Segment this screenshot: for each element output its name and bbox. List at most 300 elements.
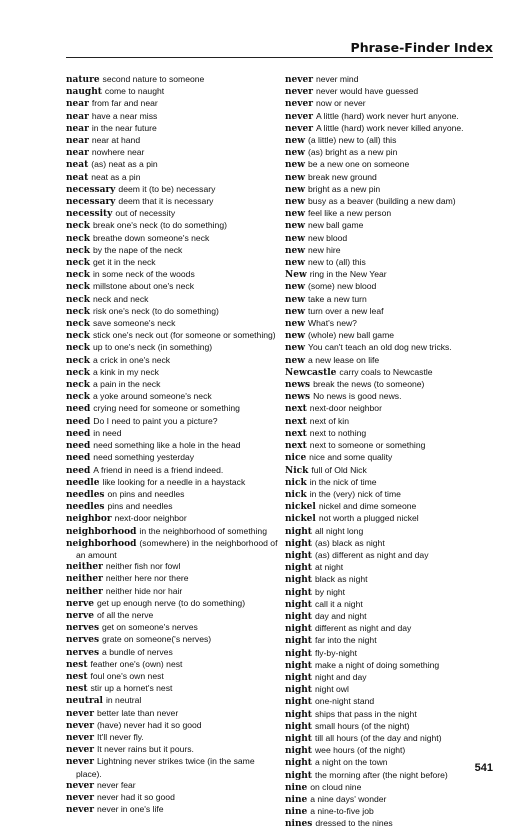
entry-phrase: (as) black as night <box>314 537 385 548</box>
index-entry <box>285 208 500 220</box>
entry-keyword: news <box>285 380 311 391</box>
entry-phrase: from far and near <box>91 98 158 109</box>
entry-phrase: (some) new blood <box>308 281 377 292</box>
entry-keyword: nerves <box>66 635 100 646</box>
entry-phrase: neither here nor there <box>105 573 189 584</box>
entry-phrase: get it in the neck <box>93 257 156 268</box>
entry-phrase: all night long <box>314 525 364 536</box>
index-entry <box>285 513 500 525</box>
index-entry <box>285 696 500 708</box>
entry-keyword: need <box>66 465 91 476</box>
index-entry <box>66 111 281 123</box>
entry-phrase: nickel and dime someone <box>318 501 417 512</box>
entry-keyword: neck <box>66 380 90 391</box>
entry-phrase: never fear <box>96 779 136 790</box>
entry-keyword: night <box>285 611 312 622</box>
entry-keyword: night <box>285 624 312 635</box>
page-number: 541 <box>474 762 493 774</box>
entry-phrase: A little (hard) work never hurt anyone. <box>315 110 459 121</box>
index-entry <box>285 672 500 684</box>
entry-keyword: needles <box>66 489 105 500</box>
entry-keyword: nine <box>285 794 308 805</box>
entry-keyword: never <box>66 708 94 719</box>
index-column-left <box>66 74 281 816</box>
entry-keyword: night <box>285 526 312 537</box>
entry-phrase: call it a night <box>314 598 363 609</box>
entry-phrase: different as night and day <box>314 623 412 634</box>
entry-phrase: small hours (of the night) <box>314 720 410 731</box>
entry-keyword: night <box>285 721 312 732</box>
entry-keyword: near <box>66 111 89 122</box>
entry-keyword: never <box>285 123 313 134</box>
entry-keyword: new <box>285 319 306 330</box>
index-entry <box>66 695 281 707</box>
index-entry <box>66 318 281 330</box>
entry-keyword: necessary <box>66 184 116 195</box>
entry-keyword: neck <box>66 270 90 281</box>
index-entry <box>66 330 281 342</box>
entry-phrase: wee hours (of the night) <box>314 745 406 756</box>
index-entry <box>285 135 500 147</box>
entry-phrase: deem that it is necessary <box>118 196 214 207</box>
entry-keyword: nickel <box>285 514 316 525</box>
index-entry <box>66 220 281 232</box>
entry-keyword: neck <box>66 392 90 403</box>
entry-phrase: break the news (to someone) <box>313 379 425 390</box>
entry-keyword: neck <box>66 221 90 232</box>
entry-keyword: news <box>285 392 311 403</box>
entry-phrase: a pain in the neck <box>93 379 161 390</box>
entry-phrase: till all hours (of the day and night) <box>314 732 442 743</box>
index-entry <box>66 708 281 720</box>
entry-keyword: nest <box>66 671 88 682</box>
index-entry <box>285 745 500 757</box>
entry-keyword: never <box>66 792 94 803</box>
index-entry <box>66 269 281 281</box>
entry-keyword: night <box>285 648 312 659</box>
entry-phrase: breathe down someone's neck <box>93 232 210 243</box>
entry-phrase: second nature to someone <box>102 74 205 84</box>
index-entry <box>285 574 500 586</box>
entry-phrase: (as) bright as a new pin <box>308 147 398 158</box>
index-entry <box>66 379 281 391</box>
entry-keyword: night <box>285 550 312 561</box>
index-entry <box>285 477 500 489</box>
index-entry <box>285 550 500 562</box>
index-entry <box>66 98 281 110</box>
entry-phrase: You can't teach an old dog new tricks. <box>308 342 452 353</box>
entry-keyword: never <box>285 111 313 122</box>
index-entry <box>285 635 500 647</box>
index-entry <box>66 74 281 86</box>
entry-phrase: a nine-to-five job <box>310 806 374 817</box>
entry-phrase: stick one's neck out (for someone or something) <box>93 330 276 341</box>
entry-keyword: next <box>285 441 307 452</box>
index-entry <box>285 416 500 428</box>
entry-keyword: new <box>285 355 306 366</box>
entry-keyword: new <box>285 197 306 208</box>
index-entry <box>285 318 500 330</box>
entry-keyword: nerve <box>66 610 94 621</box>
entry-keyword: new <box>285 331 306 342</box>
index-entry <box>66 306 281 318</box>
entry-phrase: by the nape of the neck <box>93 244 183 255</box>
entry-keyword: nine <box>285 807 308 818</box>
entry-phrase: foul one's own nest <box>90 670 164 681</box>
entry-keyword: needle <box>66 477 100 488</box>
entry-phrase: break new ground <box>308 171 377 182</box>
index-entry <box>285 806 500 818</box>
entry-phrase: take a new turn <box>308 293 367 304</box>
index-entry <box>66 257 281 269</box>
entry-keyword: need <box>66 453 91 464</box>
index-entry <box>66 610 281 622</box>
index-entry <box>285 74 500 86</box>
index-entry <box>285 684 500 696</box>
entry-phrase: far into the night <box>314 635 377 646</box>
index-entry <box>285 233 500 245</box>
entry-phrase: risk one's neck (to do something) <box>93 305 219 316</box>
entry-phrase: a new lease on life <box>308 354 380 365</box>
entry-phrase: need something yesterday <box>93 452 195 463</box>
entry-phrase: black as night <box>314 574 368 585</box>
index-entry <box>285 281 500 293</box>
index-entry <box>285 538 500 550</box>
index-entry <box>66 526 281 538</box>
entry-keyword: never <box>66 757 94 768</box>
index-entry <box>285 770 500 782</box>
entry-keyword: new <box>285 209 306 220</box>
index-entry <box>66 489 281 501</box>
entry-phrase: No news is good news. <box>313 391 402 402</box>
index-entry <box>285 709 500 721</box>
entry-phrase: night and day <box>314 671 367 682</box>
index-entry <box>66 416 281 428</box>
entry-phrase: stir up a hornet's nest <box>90 683 173 694</box>
entry-phrase: ships that pass in the night <box>314 708 417 719</box>
entry-keyword: night <box>285 770 312 781</box>
index-entry <box>285 196 500 208</box>
entry-phrase: save someone's neck <box>93 318 176 329</box>
index-entry <box>285 86 500 98</box>
entry-keyword: neighborhood <box>66 526 137 537</box>
index-entry <box>66 513 281 525</box>
entry-keyword: neutral <box>66 696 103 707</box>
entry-keyword: new <box>285 148 306 159</box>
index-entry <box>66 428 281 440</box>
entry-phrase: night owl <box>314 684 349 695</box>
entry-phrase: next of kin <box>309 415 349 426</box>
entry-keyword: nest <box>66 659 88 670</box>
entry-keyword: never <box>66 805 94 816</box>
entry-keyword: necessary <box>66 197 116 208</box>
entry-phrase: full of Old Nick <box>311 464 367 475</box>
entry-phrase: of all the nerve <box>96 609 154 620</box>
entry-keyword: nature <box>66 75 100 85</box>
index-entry <box>285 440 500 452</box>
entry-phrase: A little (hard) work never killed anyone. <box>315 122 464 133</box>
index-entry <box>66 647 281 659</box>
index-entry <box>66 720 281 732</box>
entry-phrase: need something like a hole in the head <box>93 440 241 451</box>
index-entry <box>285 367 500 379</box>
index-entry <box>66 245 281 257</box>
entry-phrase: on cloud nine <box>310 781 362 792</box>
entry-keyword: need <box>66 428 91 439</box>
index-entry <box>66 792 281 804</box>
entry-phrase: up to one's neck (in something) <box>93 342 213 353</box>
entry-phrase: never would have guessed <box>315 86 419 97</box>
entry-phrase: a night on the town <box>314 757 388 768</box>
entry-phrase: It'll never fly. <box>96 731 144 742</box>
entry-phrase: get on someone's nerves <box>102 622 198 633</box>
index-entry <box>285 526 500 538</box>
index-entry <box>66 184 281 196</box>
entry-keyword: Newcastle <box>285 367 337 378</box>
index-entry <box>66 586 281 598</box>
entry-phrase: deem it (to be) necessary <box>118 183 216 194</box>
index-entry <box>285 757 500 769</box>
entry-keyword: neck <box>66 294 90 305</box>
entry-phrase: a crick in one's neck <box>93 354 171 365</box>
entry-keyword: nick <box>285 489 307 500</box>
entry-keyword: night <box>285 709 312 720</box>
entry-phrase: What's new? <box>308 318 357 329</box>
index-entry <box>285 562 500 574</box>
entry-keyword: night <box>285 758 312 769</box>
index-entry <box>66 780 281 792</box>
entry-keyword: never <box>66 720 94 731</box>
entry-keyword: necessity <box>66 209 113 220</box>
entry-keyword: night <box>285 563 312 574</box>
entry-keyword: neighborhood <box>66 538 137 549</box>
index-entry <box>285 391 500 403</box>
entry-phrase: in the nick of time <box>309 476 377 487</box>
entry-keyword: night <box>285 697 312 708</box>
index-entry <box>66 86 281 98</box>
index-entry <box>285 660 500 672</box>
index-entry <box>66 501 281 513</box>
index-entry <box>285 342 500 354</box>
entry-phrase: new hire <box>308 244 341 255</box>
index-entry <box>285 147 500 159</box>
entry-keyword: new <box>285 172 306 183</box>
entry-keyword: neck <box>66 319 90 330</box>
index-entry <box>66 391 281 403</box>
entry-phrase: nice and some quality <box>309 452 393 463</box>
entry-phrase: next to nothing <box>309 427 367 438</box>
entry-keyword: nerve <box>66 598 94 609</box>
index-entry <box>66 123 281 135</box>
entry-phrase: turn over a new leaf <box>308 305 384 316</box>
index-entry <box>285 111 500 123</box>
index-entry <box>285 489 500 501</box>
entry-keyword: nick <box>285 477 307 488</box>
entry-phrase: (a little) new to (all) this <box>308 135 397 146</box>
index-entry <box>66 744 281 756</box>
entry-phrase: come to naught <box>104 86 165 97</box>
entry-phrase: Lightning never strikes twice (in the same place). <box>76 756 255 779</box>
index-entry <box>66 622 281 634</box>
index-entry <box>285 623 500 635</box>
entry-keyword: next <box>285 428 307 439</box>
entry-phrase: like looking for a needle in a haystack <box>102 476 246 487</box>
entry-keyword: new <box>285 306 306 317</box>
index-entry <box>285 818 500 830</box>
entry-keyword: never <box>285 99 313 110</box>
index-entry <box>285 611 500 623</box>
entry-keyword: nerves <box>66 623 100 634</box>
index-entry <box>285 184 500 196</box>
index-entry <box>285 599 500 611</box>
entry-keyword: nice <box>285 453 307 464</box>
entry-keyword: nest <box>66 684 88 695</box>
entry-phrase: carry coals to Newcastle <box>339 366 433 377</box>
index-column-right <box>285 74 500 831</box>
entry-phrase: crying need for someone or something <box>93 403 240 414</box>
entry-keyword: new <box>285 221 306 232</box>
index-entry <box>66 477 281 489</box>
entry-phrase: be a new one on someone <box>308 159 410 170</box>
index-entry <box>66 196 281 208</box>
index-entry <box>285 159 500 171</box>
running-header <box>0 0 531 60</box>
entry-keyword: need <box>66 404 91 415</box>
index-entry <box>66 294 281 306</box>
index-entry <box>66 440 281 452</box>
entry-phrase: (whole) new ball game <box>308 330 395 341</box>
entry-phrase: A friend in need is a friend indeed. <box>93 464 224 475</box>
index-entry <box>285 355 500 367</box>
index-entry <box>66 342 281 354</box>
entry-phrase: neat as a pin <box>91 171 141 182</box>
entry-phrase: in need <box>93 427 122 438</box>
entry-keyword: neck <box>66 233 90 244</box>
entry-keyword: night <box>285 636 312 647</box>
entry-phrase: get up enough nerve (to do something) <box>96 597 246 608</box>
index-entry <box>66 403 281 415</box>
entry-keyword: new <box>285 184 306 195</box>
index-entry <box>66 452 281 464</box>
index-entry <box>66 281 281 293</box>
entry-keyword: neck <box>66 343 90 354</box>
entry-keyword: new <box>285 245 306 256</box>
entry-phrase: bright as a new pin <box>308 183 381 194</box>
index-entry <box>66 465 281 477</box>
index-entry <box>285 306 500 318</box>
index-entry <box>285 587 500 599</box>
entry-keyword: neither <box>66 574 103 585</box>
entry-keyword: night <box>285 746 312 757</box>
entry-phrase: near at hand <box>91 135 141 146</box>
entry-keyword: new <box>285 258 306 269</box>
entry-phrase: new to (all) this <box>308 257 366 268</box>
entry-phrase: make a night of doing something <box>314 659 440 670</box>
entry-keyword: night <box>285 660 312 671</box>
entry-keyword: new <box>285 294 306 305</box>
entry-phrase: day and night <box>314 610 367 621</box>
entry-phrase: a kink in my neck <box>93 366 159 377</box>
page-title: Phrase-Finder Index <box>350 40 493 55</box>
entry-phrase: (somewhere) in the neighborhood of an amount <box>76 537 278 560</box>
entry-keyword: new <box>285 136 306 147</box>
entry-phrase: next-door neighbor <box>309 403 382 414</box>
entry-keyword: never <box>66 745 94 756</box>
entry-phrase: pins and needles <box>107 501 173 512</box>
entry-keyword: next <box>285 416 307 427</box>
entry-phrase: in the neighborhood of something <box>139 525 267 536</box>
index-entry <box>285 330 500 342</box>
entry-phrase: (have) never had it so good <box>96 719 202 730</box>
entry-keyword: neck <box>66 367 90 378</box>
index-entry <box>285 98 500 110</box>
entry-phrase: never mind <box>315 74 359 84</box>
entry-phrase: by night <box>314 586 346 597</box>
index-entry <box>285 172 500 184</box>
entry-keyword: night <box>285 672 312 683</box>
entry-keyword: night <box>285 587 312 598</box>
entry-keyword: neck <box>66 306 90 317</box>
entry-keyword: naught <box>66 87 102 98</box>
index-entry <box>66 756 281 779</box>
entry-phrase: next-door neighbor <box>114 513 187 524</box>
index-entry <box>285 428 500 440</box>
entry-phrase: neck and neck <box>93 293 149 304</box>
entry-phrase: one-night stand <box>314 696 375 707</box>
entry-phrase: feather one's (own) nest <box>90 658 183 669</box>
index-entry <box>66 573 281 585</box>
index-entry <box>285 465 500 477</box>
entry-keyword: Nick <box>285 465 309 476</box>
index-entry <box>66 561 281 573</box>
index-entry <box>66 172 281 184</box>
index-entry <box>285 403 500 415</box>
entry-phrase: in neutral <box>105 695 142 706</box>
entry-keyword: nickel <box>285 502 316 513</box>
entry-keyword: need <box>66 441 91 452</box>
entry-keyword: night <box>285 538 312 549</box>
entry-keyword: neither <box>66 586 103 597</box>
entry-keyword: neat <box>66 160 89 171</box>
index-entry <box>285 245 500 257</box>
index-entry <box>66 732 281 744</box>
entry-keyword: new <box>285 160 306 171</box>
entry-keyword: night <box>285 575 312 586</box>
entry-phrase: It never rains but it pours. <box>96 744 194 755</box>
entry-keyword: new <box>285 343 306 354</box>
entry-keyword: near <box>66 136 89 147</box>
index-entry <box>285 379 500 391</box>
entry-phrase: never had it so good <box>96 791 175 802</box>
entry-phrase: next to someone or something <box>309 440 426 451</box>
entry-phrase: in some neck of the woods <box>93 269 195 280</box>
entry-keyword: never <box>66 780 94 791</box>
entry-keyword: near <box>66 148 89 159</box>
entry-phrase: neither hide nor hair <box>105 585 183 596</box>
index-entry <box>285 123 500 135</box>
entry-phrase: a nine days' wonder <box>310 793 387 804</box>
index-entry <box>285 220 500 232</box>
entry-keyword: neck <box>66 355 90 366</box>
index-entry <box>66 355 281 367</box>
entry-phrase: have a near miss <box>91 110 158 121</box>
entry-phrase: a bundle of nerves <box>102 646 173 657</box>
index-entry <box>285 733 500 745</box>
entry-phrase: on pins and needles <box>107 488 185 499</box>
entry-keyword: next <box>285 404 307 415</box>
entry-keyword: never <box>66 732 94 743</box>
entry-keyword: need <box>66 416 91 427</box>
